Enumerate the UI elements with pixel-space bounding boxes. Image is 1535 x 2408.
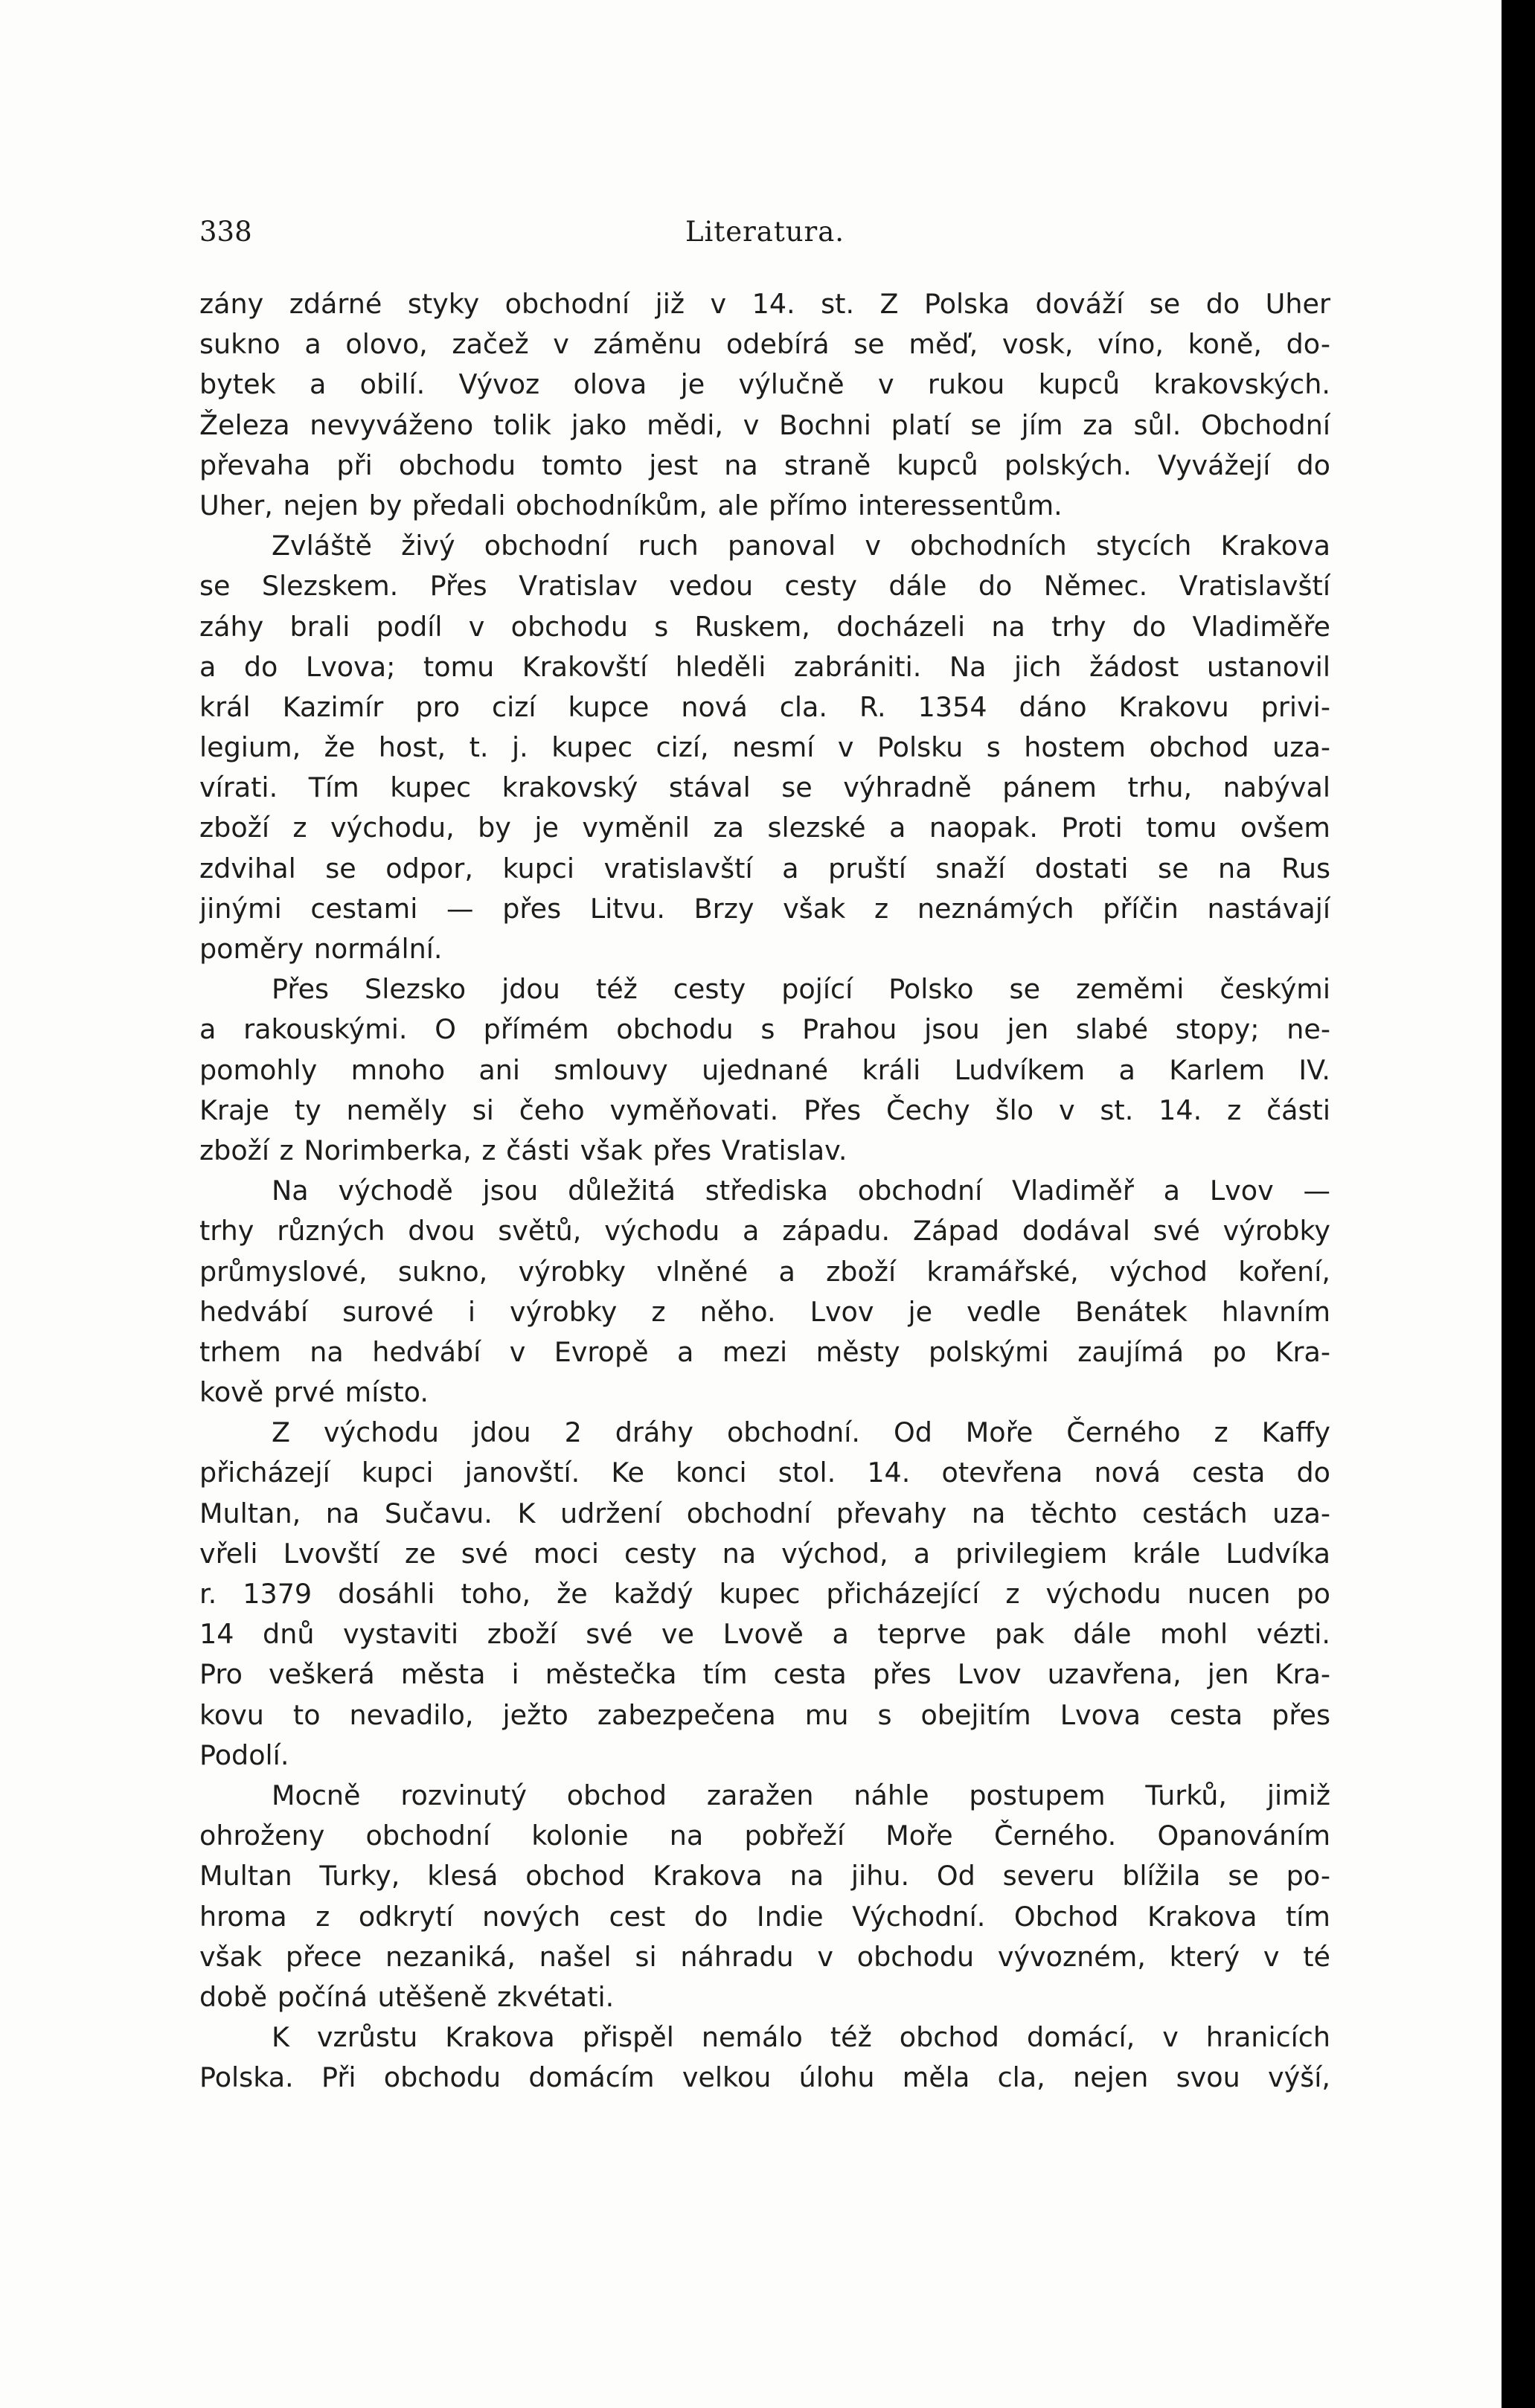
text-line: král Kazimír pro cizí kupce nová cla. R. 1354 dáno Krakovu privi-: [199, 690, 1330, 723]
paragraph: [199, 969, 1330, 1171]
text-line: bytek a obilí. Vývoz olova je výlučně v rukou kupců krakovských.: [199, 368, 1330, 401]
text-line: Mocně rozvinutý obchod zaražen náhle postupem Turků, jimiž: [272, 1779, 1330, 1811]
running-title: Literatura.: [685, 216, 845, 248]
text-line: Železa nevyváženo tolik jako mědi, v Bochni platí se jím za sůl. Obchodní: [199, 408, 1330, 441]
paragraph: [199, 284, 1330, 526]
text-line: sukno a olovo, začež v záměnu odebírá se měď, vosk, víno, koně, do-: [199, 328, 1330, 361]
text-line: zboží z východu, by je vyměnil za slezské a naopak. Proti tomu ovšem: [199, 812, 1330, 844]
text-line: převaha při obchodu tomto jest na straně kupců polských. Vyvážejí do: [199, 449, 1330, 481]
text-line: přicházejí kupci janovští. Ke konci stol. 14. otevřena nová cesta do: [199, 1457, 1330, 1489]
text-line: Multan Turky, klesá obchod Krakova na jihu. Od severu blížila se po-: [199, 1860, 1330, 1892]
text-line: Multan, na Sučavu. K udržení obchodní převahy na těchto cestách uza-: [199, 1497, 1330, 1529]
text-line: a do Lvova; tomu Krakovští hleděli zabrániti. Na jich žádost ustanovil: [199, 650, 1330, 683]
text-line: Podolí.: [199, 1738, 289, 1771]
text-line: K vzrůstu Krakova přispěl nemálo též obchod domácí, v hranicích: [272, 2021, 1330, 2054]
body-text: [199, 284, 1330, 2098]
text-line: legium, že host, t. j. kupec cizí, nesmí v Polsku s hostem obchod uza-: [199, 731, 1330, 764]
text-line: ohroženy obchodní kolonie na pobřeží Moře Černého. Opanováním: [199, 1820, 1330, 1852]
text-line: průmyslové, sukno, výrobky vlněné a zboží kramářské, východ koření,: [199, 1255, 1330, 1288]
paragraph: [199, 2017, 1330, 2098]
text-line: Z východu jdou 2 dráhy obchodní. Od Moře Černého z Kaffy: [272, 1416, 1330, 1449]
text-line: době počíná utěšeně zkvétati.: [199, 1980, 615, 2013]
text-line: vírati. Tím kupec krakovský stával se výhradně pánem trhu, nabýval: [199, 771, 1330, 804]
text-line: 14 dnů vystaviti zboží své ve Lvově a teprve pak dále mohl vézti.: [199, 1618, 1330, 1651]
text-line: zány zdárné styky obchodní již v 14. st. Z Polska dováží se do Uher: [199, 288, 1330, 320]
text-line: trhy různých dvou světů, východu a západu. Západ dodával své výrobky: [199, 1215, 1330, 1248]
text-line: záhy brali podíl v obchodu s Ruskem, docházeli na trhy do Vladiměře: [199, 610, 1330, 643]
paragraph: [199, 1776, 1330, 2017]
text-line: jinými cestami — přes Litvu. Brzy však z neznámých příčin nastávají: [199, 892, 1330, 925]
scan-border: [1502, 0, 1535, 2408]
paragraph: [199, 526, 1330, 969]
text-line: trhem na hedvábí v Evropě a mezi městy polskými zaujímá po Kra-: [199, 1335, 1330, 1368]
page-number: 338: [199, 216, 252, 248]
text-line: zboží z Norimberka, z části však přes Vratislav.: [199, 1134, 847, 1166]
text-line: hroma z odkrytí nových cest do Indie Východní. Obchod Krakova tím: [199, 1900, 1330, 1933]
text-line: zdvihal se odpor, kupci vratislavští a pruští snaží dostati se na Rus: [199, 852, 1330, 884]
page-header: [199, 216, 1330, 260]
paragraph: [199, 1413, 1330, 1776]
text-line: Kraje ty neměly si čeho vyměňovati. Přes Čechy šlo v st. 14. z části: [199, 1094, 1330, 1126]
text-line: Přes Slezsko jdou též cesty pojící Polsko se zeměmi českými: [272, 973, 1330, 1006]
paragraph: [199, 1171, 1330, 1413]
text-line: kovu to nevadilo, ježto zabezpečena mu s obejitím Lvova cesta přes: [199, 1698, 1330, 1731]
text-line: Pro veškerá města i městečka tím cesta přes Lvov uzavřena, jen Kra-: [199, 1658, 1330, 1691]
text-line: hedvábí surové i výrobky z něho. Lvov je vedle Benátek hlavním: [199, 1295, 1330, 1328]
text-line: Polska. Při obchodu domácím velkou úlohu měla cla, nejen svou výší,: [199, 2061, 1330, 2094]
text-line: vřeli Lvovští ze své moci cesty na východ, a privilegiem krále Ludvíka: [199, 1537, 1330, 1570]
text-line: r. 1379 dosáhli toho, že každý kupec přicházející z východu nucen po: [199, 1578, 1330, 1610]
text-line: a rakouskými. O přímém obchodu s Prahou jsou jen slabé stopy; ne-: [199, 1013, 1330, 1046]
text-line: Uher, nejen by předali obchodníkům, ale přímo interessentům.: [199, 489, 1063, 521]
text-line: Na východě jsou důležitá střediska obchodní Vladiměř a Lvov —: [272, 1175, 1330, 1207]
text-line: se Slezskem. Přes Vratislav vedou cesty dále do Němec. Vratislavští: [199, 570, 1330, 603]
text-line: Zvláště živý obchodní ruch panoval v obchodních stycích Krakova: [272, 530, 1330, 562]
text-line: poměry normální.: [199, 933, 443, 965]
text-line: kově prvé místo.: [199, 1376, 429, 1409]
text-line: však přece nezaniká, našel si náhradu v obchodu vývozném, který v té: [199, 1940, 1330, 1973]
text-line: pomohly mnoho ani smlouvy ujednané králi Ludvíkem a Karlem IV.: [199, 1053, 1330, 1086]
